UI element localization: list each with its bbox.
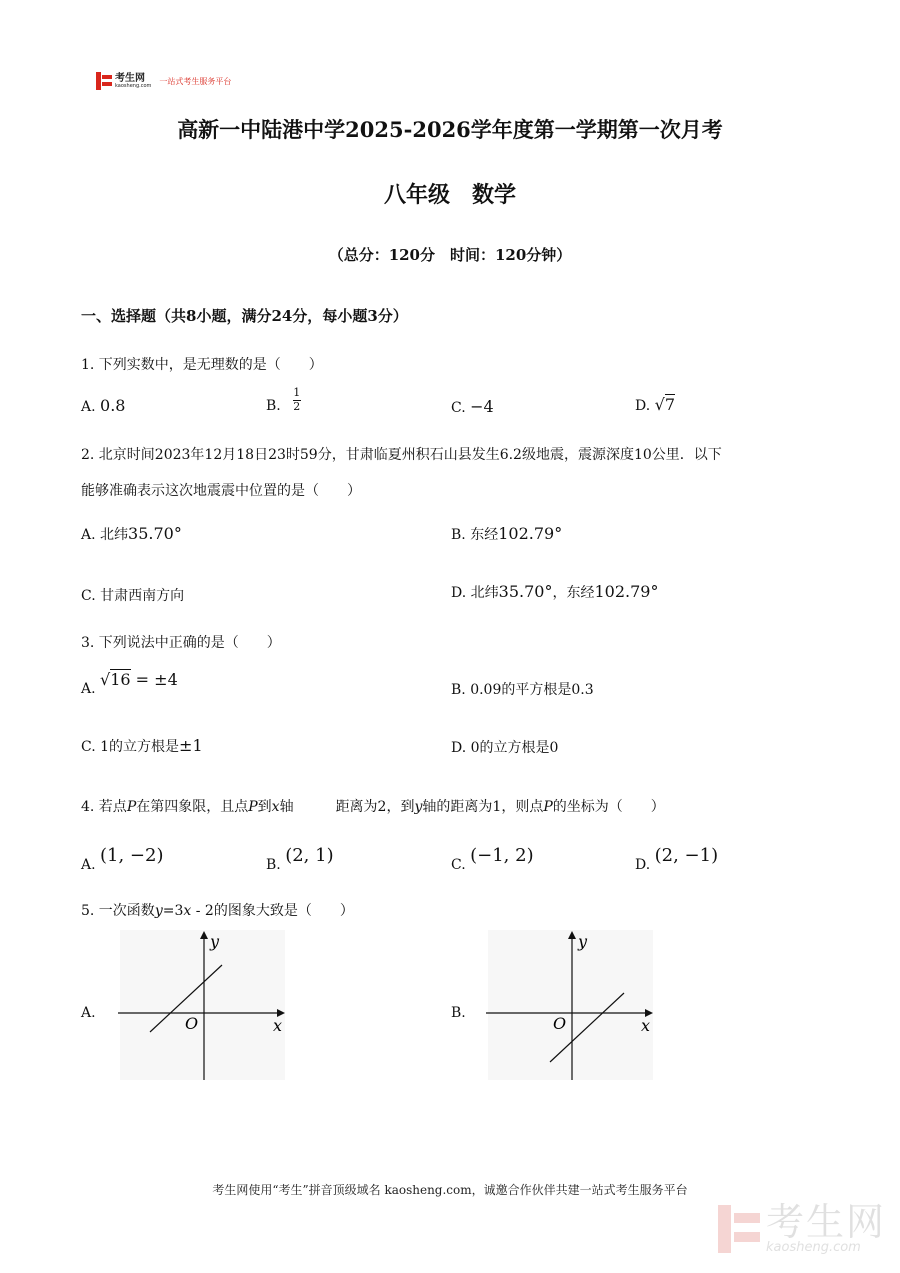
question-5-stem: 5. 一次函数y=3x - 2的图象大致是（ ）: [81, 903, 354, 919]
q1-option-b: B. $\frac{1}{2}$: [266, 386, 301, 414]
q4-option-c: C. (−1, 2): [451, 845, 534, 873]
exam-subtitle: 八年级 数学: [383, 182, 516, 208]
axis-y-label: y: [210, 932, 220, 951]
q2-option-b: B. 东经102.79°: [451, 524, 563, 543]
fraction: $\frac{1}{2}$: [293, 386, 301, 413]
q4-option-a: A. (1, −2): [81, 845, 164, 873]
axis-x-label: x: [641, 1016, 651, 1035]
question-4-stem: 4. 若点P在第四象限，且点P到x轴 距离为2，到y轴的距离为1，则点P的坐标为（ ）: [81, 799, 665, 815]
logo-name: 考生网: [115, 72, 145, 84]
header-logo: [96, 72, 231, 90]
question-1-stem: 1. 下列实数中，是无理数的是（ ）: [81, 357, 323, 373]
watermark: [718, 1200, 887, 1255]
q3-option-c: C. 1的立方根是±1: [81, 736, 203, 755]
exam-title: 高新一中陆港中学2025-2026学年度第一学期第一次月考: [177, 117, 723, 142]
q5-option-b-label: B.: [451, 1005, 466, 1021]
q5-option-a-label: A.: [81, 1005, 96, 1021]
q3-option-d: D. 0的立方根是0: [451, 740, 559, 756]
question-2-stem-line1: 2. 北京时间2023年12月18日23时59分，甘肃临夏州积石山县发生6.2级地震，震源深度10公里．以下: [81, 447, 722, 463]
question-3-stem: 3. 下列说法中正确的是（ ）: [81, 635, 281, 651]
q3-option-a: A. √16 = ±4: [81, 670, 178, 697]
watermark-logo-icon: [718, 1205, 760, 1253]
graph-background: [488, 930, 653, 1080]
sqrt-icon: √7: [654, 395, 676, 414]
logo-icon: [96, 72, 112, 90]
q1-option-a: A. 0.8: [81, 396, 126, 415]
origin-label: O: [553, 1014, 567, 1033]
q5-graph-b: [483, 925, 658, 1085]
axis-x-label: x: [273, 1016, 283, 1035]
origin-label: O: [185, 1014, 199, 1033]
q2-option-c: C. 甘肃西南方向: [81, 588, 185, 604]
watermark-domain: kaosheng.com: [766, 1240, 861, 1255]
section-heading: 一、选择题（共8小题，满分24分，每小题3分）: [81, 307, 408, 325]
sqrt-icon: √16 = ±4: [100, 670, 178, 689]
watermark-name: 考生网: [766, 1200, 887, 1244]
q2-option-a: A. 北纬35.70°: [81, 524, 182, 543]
graph-background: [120, 930, 285, 1080]
logo-slogan: 一站式考生服务平台: [159, 76, 232, 86]
q4-option-b: B. (2, 1): [266, 845, 334, 873]
q1-option-c: C. −4: [451, 397, 494, 416]
q1-option-d: D. √7: [635, 395, 676, 414]
q4-option-d: D. (2, −1): [635, 845, 719, 873]
footer-text: 考生网使用“考生”拼音顶级域名 kaosheng.com，诚邀合作伙伴共建一站式考生服务平台: [212, 1183, 688, 1197]
q5-graph-a: [115, 925, 290, 1085]
q2-option-d: D. 北纬35.70°，东经102.79°: [451, 582, 659, 601]
question-2-stem-line2: 能够准确表示这次地震震中位置的是（ ）: [81, 483, 361, 499]
exam-info: （总分：120分 时间：120分钟）: [328, 246, 572, 264]
axis-y-label: y: [578, 932, 588, 951]
q3-option-b: B. 0.09的平方根是0.3: [451, 682, 594, 698]
logo-domain: kaosheng.com: [115, 82, 152, 89]
